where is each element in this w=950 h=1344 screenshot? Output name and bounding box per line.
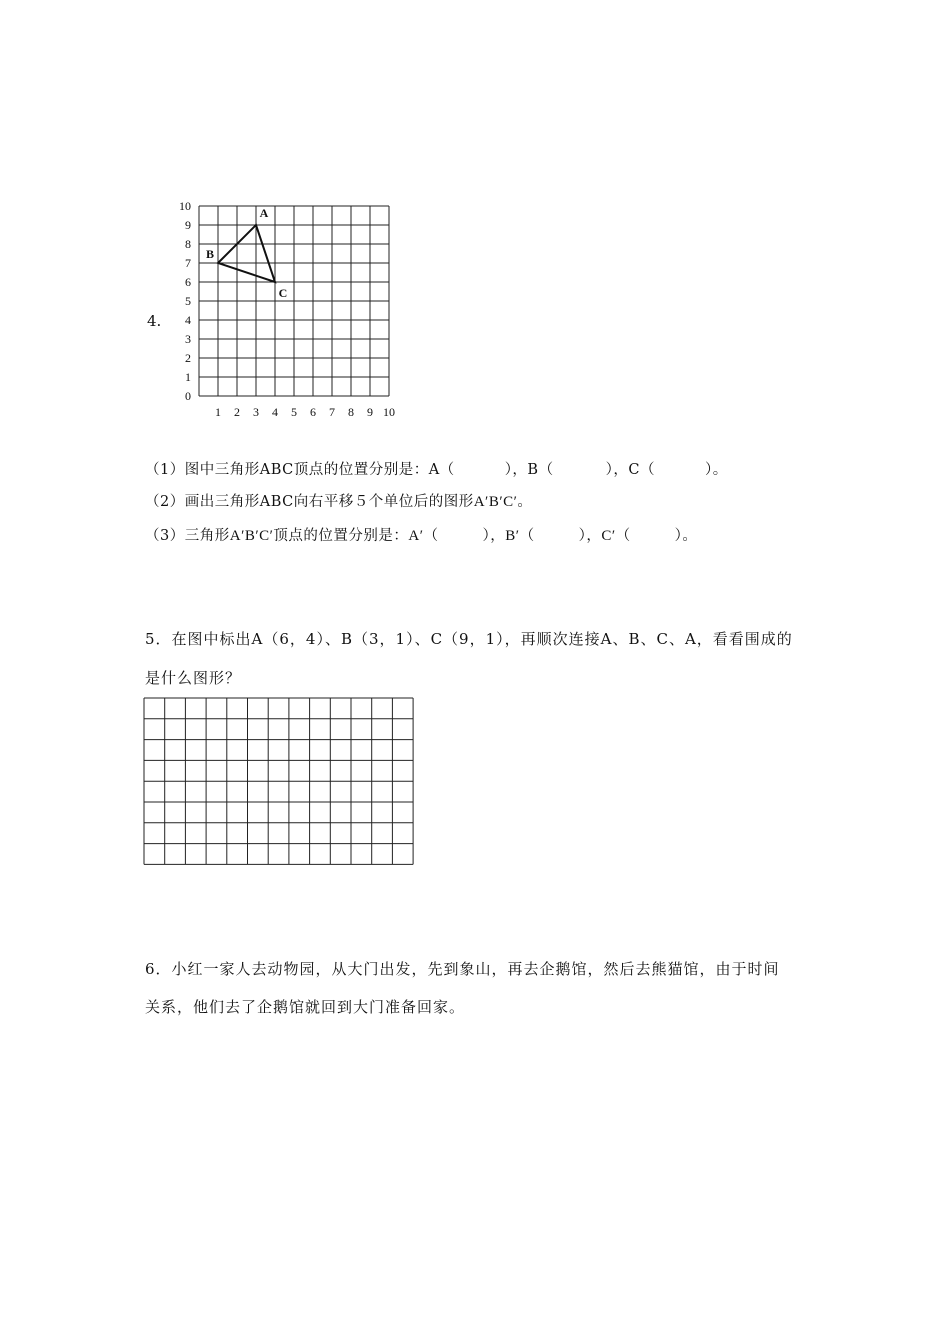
- q4-sub3-b-open: （: [519, 528, 535, 544]
- q4-x-tick-label: 4: [272, 405, 278, 419]
- q4-sub1: [145, 458, 728, 479]
- q4-x-tick-label: 5: [291, 405, 297, 419]
- q4-x-tick-label: 10: [383, 405, 395, 419]
- q4-sub3-mid1: ），: [482, 528, 506, 544]
- q4-sub3-c-label: C′: [601, 528, 616, 544]
- q4-x-tick-label: 2: [234, 405, 240, 419]
- q4-sub1-prefix: （1）图中三角形ABC顶点的位置分别是：A（: [145, 462, 455, 478]
- q4-x-tick-label: 7: [329, 405, 335, 419]
- q4-sub1-suffix: ）。: [704, 462, 728, 478]
- q4-y-tick-label: 1: [185, 370, 191, 384]
- q4-x-tick-label: 9: [367, 405, 373, 419]
- q5-line1: 5．在图中标出A（6，4）、B（3，1）、C（9，1），再顺次连接A、B、C、A，看看围成的: [145, 630, 793, 648]
- q4-y-tick-label: 4: [185, 313, 191, 327]
- q5-blank-grid: [143, 697, 417, 869]
- q4-sub3-a-open: （: [423, 528, 439, 544]
- q4-y-tick-label: 2: [185, 351, 191, 365]
- q6-line1: 6．小红一家人去动物园，从大门出发，先到象山，再去企鹅馆，然后去熊猫馆，由于时间: [145, 960, 780, 978]
- q4-sub3-a-label: A′: [408, 528, 424, 544]
- q4-sub3-suffix: ）。: [674, 528, 698, 544]
- q4-x-tick-label: 8: [348, 405, 354, 419]
- q4-vertex-label-b: B: [205, 247, 215, 261]
- q4-sub3-prefix: （3）三角形: [145, 528, 230, 544]
- q4-vertex-label-c: C: [278, 286, 288, 300]
- q4-coordinate-grid: [170, 192, 410, 422]
- q4-sub3-mid2: ），: [578, 528, 602, 544]
- q4-y-tick-label: 3: [185, 332, 191, 346]
- q4-sub3-mid0: 顶点的位置分别是：: [273, 528, 409, 544]
- q4-sub2-suffix: 。: [517, 494, 533, 510]
- q4-y-tick-label: 10: [179, 199, 191, 213]
- q4-x-tick-label: 1: [215, 405, 221, 419]
- q4-y-tick-label: 8: [185, 237, 191, 251]
- q4-y-tick-label: 9: [185, 218, 191, 232]
- q4-sub3: [145, 524, 697, 545]
- q4-sub3-b-label: B′: [505, 528, 520, 544]
- q4-sub1-mid1: ），B（: [504, 462, 554, 478]
- q4-y-tick-label: 6: [185, 275, 191, 289]
- q4-sub2: [145, 490, 532, 511]
- q4-x-tick-label: 3: [253, 405, 259, 419]
- q4-triangle-abc: [218, 225, 275, 282]
- q4-x-tick-label: 6: [310, 405, 316, 419]
- q4-sub3-shape: A′B′C′: [229, 528, 274, 544]
- q4-sub2-shape: A′B′C′: [473, 494, 518, 510]
- q4-y-tick-label: 7: [185, 256, 191, 270]
- q5-line2: 是什么图形？: [145, 669, 242, 687]
- q4-y-tick-label: 0: [185, 389, 191, 403]
- q4-vertex-label-a: A: [259, 206, 269, 220]
- q4-sub3-c-open: （: [615, 528, 631, 544]
- q4-sub2-prefix: （2）画出三角形ABC向右平移５个单位后的图形: [145, 494, 474, 510]
- q6-line2: 关系，他们去了企鹅馆就回到大门准备回家。: [145, 998, 466, 1016]
- q4-sub1-mid2: ），C（: [605, 462, 655, 478]
- q4-number: 4.: [147, 312, 162, 330]
- q4-y-tick-label: 5: [185, 294, 191, 308]
